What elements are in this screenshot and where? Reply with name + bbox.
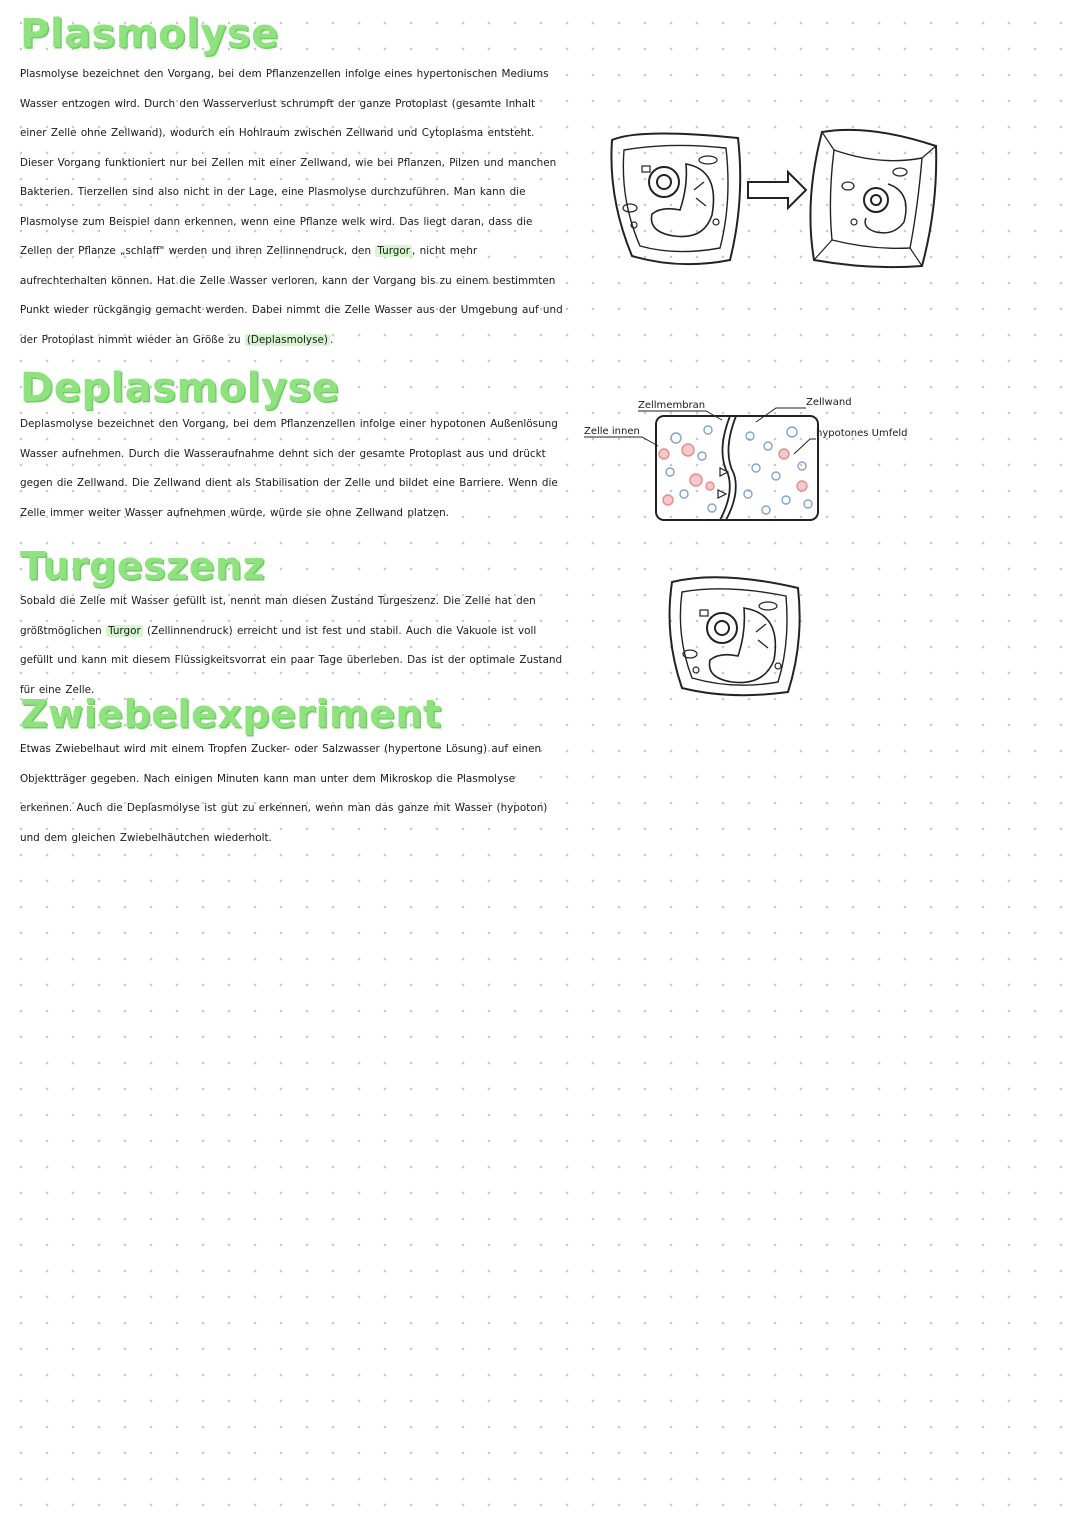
heading-zwiebelexperiment: Zwiebelexperiment — [20, 692, 442, 736]
paragraph-deplasmolyse: Deplasmolyse bezeichnet den Vorgang, bei dem Pflanzenzellen infolge einer hypotonen Außenlösung Wasser aufnehmen. Durch die Wasseraufnahme dehnt sich der gesamte Protoplast aus und drückt gegen die Zellwand. Die Zellwand dient als Stabilisation der Zelle und bildet eine Barriere. Wenn die Zelle immer weiter Wasser aufnehmen würde, würde sie ohne Zellwand platzen. — [20, 418, 558, 519]
water-flow-arrows — [718, 468, 728, 498]
turgeszenz-text-a: Sobald die Zelle mit Wasser gefüllt ist, nennt man diesen Zustand Turgeszenz. Die Zelle hat den größtmöglichen — [20, 595, 536, 637]
plasmolyse-text-c: . — [329, 333, 334, 346]
highlight-deplasmolyse: (Deplasmolyse) — [246, 333, 328, 346]
paragraph-zwiebelexperiment: Etwas Zwiebelhaut wird mit einem Tropfen Zucker- oder Salzwasser (hypertone Lösung) auf einen Objektträger gegeben. Nach einigen Minuten kann man unter dem Mikroskop die Plasmolyse erkennen. Auch die Deplasmolyse ist gut zu erkennen, wenn man das ganze mit Wasser (hypoton) und dem gleichen Zwiebelhäutchen wiederholt. — [20, 743, 548, 844]
plasmolysed-cell-drawing — [810, 130, 936, 267]
turgescent-cell-diagram — [660, 562, 810, 702]
osmosis-diagram — [580, 390, 910, 530]
section-zwiebelexperiment — [20, 692, 565, 853]
solute-particles — [659, 426, 812, 514]
plasmolyse-text-a: Plasmolyse bezeichnet den Vorgang, bei dem Pflanzenzellen infolge eines hypertonischen Mediums Wasser entzogen wird. Durch den Wasserverlust schrumpft der ganze Protoplast (gesamte Inhalt einer Zelle ohne Zellwand), wodurch ein Hohlraum zwischen Zellwand und Cytoplasma entsteht. Dieser Vorgang funktioniert nur bei Zellen mit einer Zellwand, wie bei Pflanzen, Pilzen und manchen Bakterien. Tierzellen sind also nicht in der Lage, eine Plasmolyse durchzuführen. Man kann die Plasmolyse zum Beispiel dann erkennen, wenn eine Pflanze welk wird. Das liegt daran, dass die Zellen der Pflanze „schlaff" werden und ihren Zellinnendruck, den — [20, 68, 557, 257]
turgescent-cell-drawing — [670, 577, 800, 695]
normal-cell-drawing — [611, 133, 740, 264]
membrane-line — [720, 416, 730, 520]
paragraph-plasmolyse — [20, 60, 565, 355]
heading-deplasmolyse: Deplasmolyse — [20, 365, 340, 411]
heading-plasmolyse: Plasmolyse — [20, 11, 279, 57]
plasmolyse-text-b: , nicht mehr aufrechterhalten können. Hat die Zelle Wasser verloren, kann der Vorgang bis zu einem bestimmten Punkt wieder rückgängig gemacht werden. Dabei nimmt die Zelle Wasser aus der Umgebung auf und der Protoplast nimmt wieder an Größe zu — [20, 245, 563, 346]
section-plasmolyse — [20, 11, 565, 355]
paragraph-turgeszenz — [20, 587, 565, 705]
label-hypotones-umfeld: hypotones Umfeld — [816, 428, 908, 439]
highlight-turgor: Turgor — [377, 245, 411, 257]
label-zellmembran: Zellmembran — [638, 400, 706, 411]
label-zelle-innen: Zelle innen — [584, 426, 640, 437]
label-zellwand: Zellwand — [806, 397, 852, 408]
container-box — [656, 416, 818, 520]
section-turgeszenz — [20, 544, 565, 705]
turgeszenz-text-b: (Zellinnendruck) erreicht und ist fest und stabil. Auch die Vakuole ist voll gefüllt und kann mit diesem Flüssigkeitsvorrat ein paar Tage überleben. Das ist der optimale Zustand für eine Zelle. — [20, 624, 563, 696]
plasmolysis-diagram — [600, 110, 950, 280]
highlight-turgor-2: Turgor — [108, 624, 141, 637]
arrow-right-icon — [748, 172, 806, 208]
section-deplasmolyse — [20, 365, 565, 528]
heading-turgeszenz: Turgeszenz — [20, 544, 266, 588]
